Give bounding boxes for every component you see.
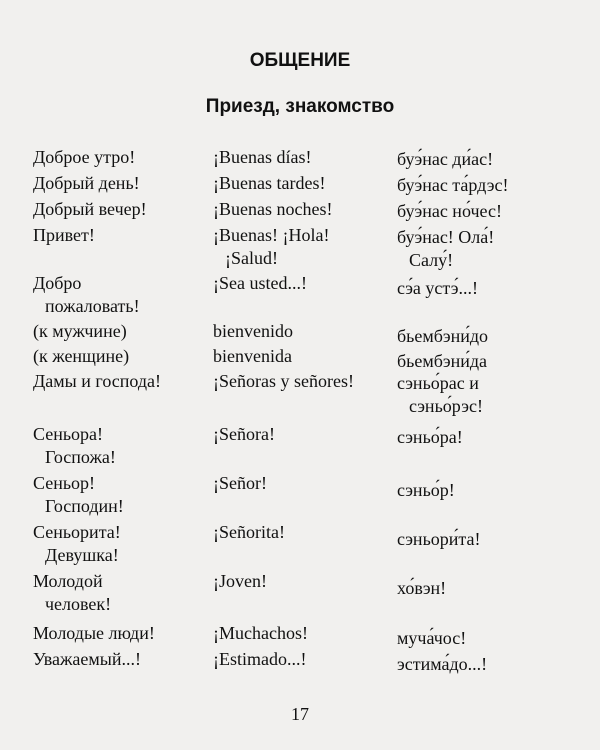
transliteration bbox=[397, 148, 493, 171]
spanish-phrase bbox=[213, 570, 267, 593]
transliteration-line: сэньо́рас и bbox=[397, 373, 479, 393]
spanish-phrase bbox=[213, 622, 308, 645]
russian-phrase bbox=[33, 345, 129, 368]
russian-phrase-line: Девушка! bbox=[45, 545, 119, 565]
spanish-phrase-line: ¡Salud! bbox=[225, 248, 278, 268]
russian-phrase-line: Добрый вечер! bbox=[33, 199, 147, 219]
spanish-phrase-line: ¡Buenas! ¡Hola! bbox=[213, 225, 330, 245]
spanish-phrase-line: ¡Buenas noches! bbox=[213, 199, 333, 219]
spanish-phrase bbox=[213, 472, 267, 495]
transliteration bbox=[397, 200, 502, 223]
spanish-phrase-line: ¡Muchachos! bbox=[213, 623, 308, 643]
transliteration-line: буэ́нас! Ола́! bbox=[397, 227, 495, 247]
russian-phrase-line: Господин! bbox=[45, 496, 124, 516]
russian-phrase bbox=[33, 224, 95, 247]
spanish-phrase bbox=[213, 146, 311, 169]
russian-phrase-line: Добро bbox=[33, 273, 82, 293]
transliteration-line: сэньори́та! bbox=[397, 529, 481, 549]
russian-phrase-line: Добрый день! bbox=[33, 173, 140, 193]
transliteration bbox=[397, 372, 483, 418]
spanish-phrase-line: ¡Joven! bbox=[213, 571, 267, 591]
spanish-phrase-line: bienvenida bbox=[213, 346, 292, 366]
russian-phrase-line: Сеньор! bbox=[33, 473, 96, 493]
russian-phrase bbox=[33, 423, 116, 469]
transliteration-line: буэ́нас та́рдэс! bbox=[397, 175, 509, 195]
russian-phrase-line: Уважаемый...! bbox=[33, 649, 141, 669]
spanish-phrase-line: ¡Señora! bbox=[213, 424, 275, 444]
transliteration bbox=[397, 226, 494, 272]
transliteration-line: сэ́а устэ́...! bbox=[397, 278, 478, 298]
russian-phrase bbox=[33, 272, 140, 318]
russian-phrase bbox=[33, 172, 140, 195]
transliteration-line: Салу́! bbox=[409, 250, 454, 270]
transliteration-line: муча́чос! bbox=[397, 628, 467, 648]
russian-phrase-line: Дамы и господа! bbox=[33, 371, 162, 391]
transliteration bbox=[397, 627, 466, 650]
transliteration bbox=[397, 325, 488, 348]
russian-phrase-line: человек! bbox=[45, 594, 112, 614]
spanish-phrase bbox=[213, 320, 293, 343]
russian-phrase bbox=[33, 622, 155, 645]
spanish-phrase-line: ¡Señor! bbox=[213, 473, 267, 493]
russian-phrase-line: Сеньора! bbox=[33, 424, 104, 444]
russian-phrase-line: Доброе утро! bbox=[33, 147, 136, 167]
spanish-phrase bbox=[213, 224, 329, 270]
transliteration-line: бьембэни́до bbox=[397, 326, 489, 346]
transliteration-line: буэ́нас ди́ас! bbox=[397, 149, 494, 169]
spanish-phrase bbox=[213, 272, 307, 295]
russian-phrase bbox=[33, 521, 121, 567]
spanish-phrase-line: ¡Sea usted...! bbox=[213, 273, 307, 293]
russian-phrase bbox=[33, 146, 135, 169]
transliteration-line: сэньо́рэс! bbox=[409, 396, 483, 416]
transliteration bbox=[397, 174, 508, 197]
russian-phrase-line: (к мужчине) bbox=[33, 321, 127, 341]
spanish-phrase-line: ¡Estimado...! bbox=[213, 649, 307, 669]
transliteration bbox=[397, 277, 478, 300]
russian-phrase-line: Привет! bbox=[33, 225, 95, 245]
transliteration bbox=[397, 577, 446, 600]
transliteration bbox=[397, 479, 455, 502]
spanish-phrase bbox=[213, 172, 325, 195]
spanish-phrase bbox=[213, 198, 332, 221]
page-title: ОБЩЕНИЕ bbox=[249, 50, 351, 71]
spanish-phrase-line: ¡Buenas días! bbox=[213, 147, 312, 167]
spanish-phrase bbox=[213, 423, 275, 446]
transliteration bbox=[397, 350, 487, 373]
russian-phrase-line: Молодой bbox=[33, 571, 103, 591]
russian-phrase-line: пожаловать! bbox=[45, 296, 140, 316]
russian-phrase bbox=[33, 370, 161, 393]
transliteration bbox=[397, 528, 480, 551]
transliteration bbox=[397, 426, 463, 449]
russian-phrase-line: (к женщине) bbox=[33, 346, 130, 366]
spanish-phrase bbox=[213, 345, 292, 368]
transliteration bbox=[397, 653, 487, 676]
spanish-phrase-line: bienvenido bbox=[213, 321, 293, 341]
russian-phrase bbox=[33, 320, 127, 343]
russian-phrase-line: Сеньорита! bbox=[33, 522, 121, 542]
transliteration-line: эстима́до...! bbox=[397, 654, 488, 674]
transliteration-line: бьембэни́да bbox=[397, 351, 488, 371]
spanish-phrase bbox=[213, 648, 306, 671]
russian-phrase-line: Госпожа! bbox=[45, 447, 116, 467]
transliteration-line: буэ́нас но́чес! bbox=[397, 201, 502, 221]
russian-phrase bbox=[33, 648, 141, 671]
spanish-phrase bbox=[213, 370, 354, 393]
transliteration-line: сэньо́ра! bbox=[397, 427, 463, 447]
russian-phrase bbox=[33, 472, 124, 518]
transliteration-line: сэньо́р! bbox=[397, 480, 455, 500]
page-number: 17 bbox=[291, 704, 309, 724]
spanish-phrase-line: ¡Buenas tardes! bbox=[213, 173, 326, 193]
russian-phrase bbox=[33, 198, 147, 221]
russian-phrase bbox=[33, 570, 111, 616]
spanish-phrase-line: ¡Señoras y señores! bbox=[213, 371, 354, 391]
spanish-phrase bbox=[213, 521, 285, 544]
transliteration-line: хо́вэн! bbox=[397, 578, 447, 598]
section-title: Приезд, знакомство bbox=[205, 96, 395, 117]
russian-phrase-line: Молодые люди! bbox=[33, 623, 155, 643]
spanish-phrase-line: ¡Señorita! bbox=[213, 522, 285, 542]
